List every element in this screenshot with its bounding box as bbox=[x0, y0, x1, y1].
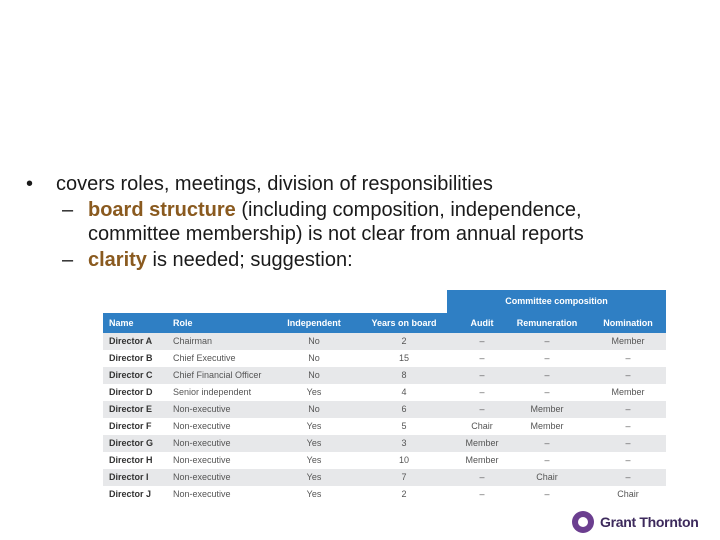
cell-name: Director E bbox=[109, 404, 153, 414]
table-row bbox=[103, 401, 666, 418]
cell-independent: No bbox=[308, 353, 320, 363]
col-header-name: Name bbox=[109, 318, 134, 328]
cell-nomination: – bbox=[625, 370, 631, 380]
cell-nomination: Member bbox=[611, 387, 645, 397]
cell-independent: Yes bbox=[306, 387, 322, 397]
cell-audit: – bbox=[479, 336, 485, 346]
col-header-independent: Independent bbox=[287, 318, 341, 328]
col-header-years: Years on board bbox=[371, 318, 437, 328]
bullet-list bbox=[26, 172, 706, 272]
cell-name: Director D bbox=[109, 387, 153, 397]
cell-nomination: – bbox=[625, 472, 631, 482]
sub-bullet-text-b: committee membership) is not clear from annual reports bbox=[88, 223, 584, 245]
sub-bullet-clarity bbox=[26, 248, 706, 272]
cell-name: Director J bbox=[109, 489, 152, 499]
cell-name: Director I bbox=[109, 472, 149, 482]
table-row bbox=[103, 469, 666, 486]
logo-mark-icon bbox=[572, 511, 594, 533]
bullet-main bbox=[26, 172, 706, 196]
cell-role: Senior independent bbox=[173, 387, 252, 397]
cell-remuneration: Member bbox=[530, 421, 564, 431]
col-header-audit: Audit bbox=[470, 318, 494, 328]
cell-role: Chairman bbox=[173, 336, 213, 346]
cell-independent: No bbox=[308, 404, 320, 414]
cell-years: 5 bbox=[401, 421, 407, 431]
cell-audit: Member bbox=[465, 455, 499, 465]
cell-name: Director G bbox=[109, 438, 154, 448]
cell-role: Non-executive bbox=[173, 455, 231, 465]
cell-audit: – bbox=[479, 404, 485, 414]
cell-remuneration: – bbox=[544, 336, 550, 346]
cell-independent: Yes bbox=[306, 472, 322, 482]
table-header bbox=[103, 313, 666, 333]
bullet-main-text: covers roles, meetings, division of responsibilities bbox=[56, 173, 493, 195]
logo-text: Grant Thornton bbox=[600, 514, 699, 530]
cell-name: Director B bbox=[109, 353, 153, 363]
cell-audit: – bbox=[479, 353, 485, 363]
cell-nomination: – bbox=[625, 421, 631, 431]
cell-audit: Chair bbox=[471, 421, 493, 431]
cell-years: 4 bbox=[401, 387, 407, 397]
bullet-dot: • bbox=[26, 173, 34, 195]
cell-independent: No bbox=[308, 336, 320, 346]
cell-role: Non-executive bbox=[173, 438, 231, 448]
cell-years: 6 bbox=[401, 404, 407, 414]
cell-years: 7 bbox=[401, 472, 407, 482]
cell-audit: – bbox=[479, 472, 485, 482]
sub-bullet-dash: – bbox=[62, 249, 74, 271]
cell-audit: Member bbox=[465, 438, 499, 448]
col-header-nomination: Nomination bbox=[603, 318, 653, 328]
cell-remuneration: – bbox=[544, 438, 550, 448]
cell-name: Director A bbox=[109, 336, 153, 346]
cell-independent: Yes bbox=[306, 455, 322, 465]
cell-name: Director H bbox=[109, 455, 153, 465]
grant-thornton-logo bbox=[572, 508, 698, 536]
cell-remuneration: Member bbox=[530, 404, 564, 414]
cell-nomination: – bbox=[625, 455, 631, 465]
cell-remuneration: – bbox=[544, 387, 550, 397]
sub-bullet-text: is needed; suggestion: bbox=[146, 249, 353, 271]
cell-audit: – bbox=[479, 489, 485, 499]
cell-years: 15 bbox=[398, 353, 409, 363]
cell-independent: Yes bbox=[306, 421, 322, 431]
cell-years: 3 bbox=[401, 438, 407, 448]
cell-remuneration: – bbox=[544, 353, 550, 363]
cell-nomination: – bbox=[625, 438, 631, 448]
cell-name: Director F bbox=[109, 421, 152, 431]
cell-remuneration: Chair bbox=[536, 472, 558, 482]
sub-bullet-dash: – bbox=[62, 199, 74, 221]
table-row bbox=[103, 367, 666, 384]
cell-remuneration: – bbox=[544, 489, 550, 499]
cell-audit: – bbox=[479, 370, 485, 380]
cell-role: Non-executive bbox=[173, 421, 231, 431]
cell-independent: No bbox=[308, 370, 320, 380]
cell-audit: – bbox=[479, 387, 485, 397]
highlight-board-structure: board structure bbox=[88, 199, 236, 221]
cell-years: 2 bbox=[401, 489, 407, 499]
cell-years: 10 bbox=[398, 455, 409, 465]
cell-role: Chief Executive bbox=[173, 353, 236, 363]
cell-role: Non-executive bbox=[173, 489, 231, 499]
sub-bullet-board-structure bbox=[26, 198, 706, 246]
table-row bbox=[103, 418, 666, 435]
table-row bbox=[103, 350, 666, 367]
cell-nomination: – bbox=[625, 353, 631, 363]
cell-remuneration: – bbox=[544, 370, 550, 380]
col-header-role: Role bbox=[173, 318, 193, 328]
cell-nomination: Chair bbox=[617, 489, 639, 499]
committee-composition-header: Committee composition bbox=[447, 290, 666, 313]
highlight-clarity: clarity bbox=[88, 249, 147, 271]
cell-role: Non-executive bbox=[173, 472, 231, 482]
cell-years: 8 bbox=[401, 370, 407, 380]
cell-nomination: Member bbox=[611, 336, 645, 346]
cell-role: Non-executive bbox=[173, 404, 231, 414]
table-row bbox=[103, 333, 666, 350]
cell-remuneration: – bbox=[544, 455, 550, 465]
table-row bbox=[103, 486, 666, 503]
col-header-remuneration: Remuneration bbox=[516, 318, 578, 328]
table-row bbox=[103, 384, 666, 401]
cell-nomination: – bbox=[625, 404, 631, 414]
table-row bbox=[103, 435, 666, 452]
cell-independent: Yes bbox=[306, 489, 322, 499]
table-row bbox=[103, 452, 666, 469]
sub-bullet-text-a: (including composition, independence, bbox=[235, 199, 582, 221]
cell-years: 2 bbox=[401, 336, 407, 346]
cell-name: Director C bbox=[109, 370, 153, 380]
cell-role: Chief Financial Officer bbox=[173, 370, 262, 380]
cell-independent: Yes bbox=[306, 438, 322, 448]
